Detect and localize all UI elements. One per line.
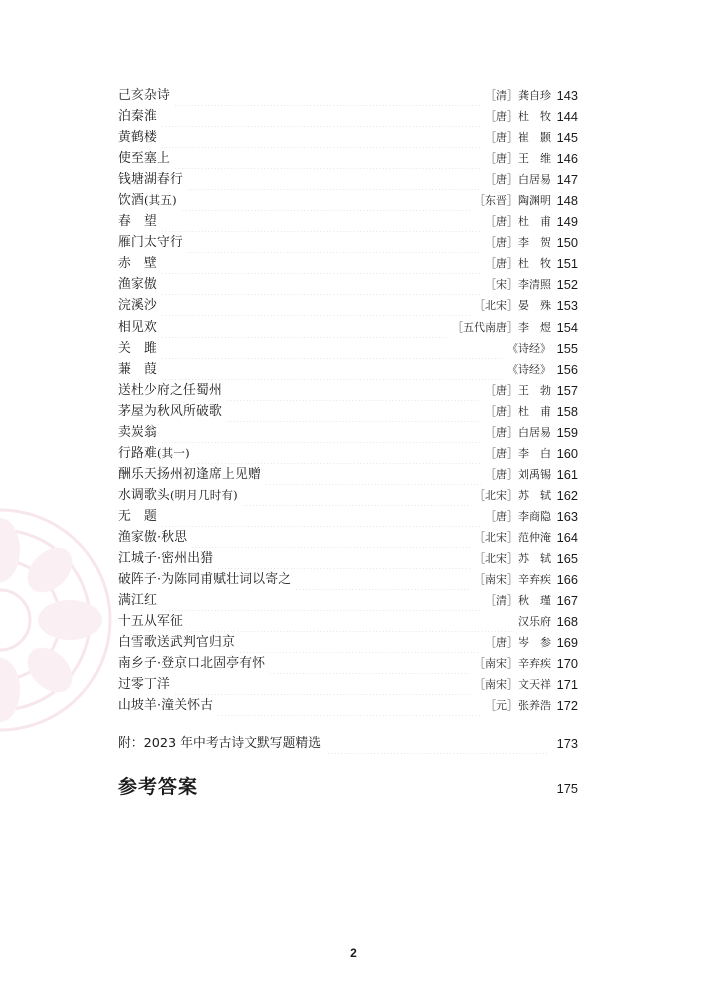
appendix-title: 附：2023 年中考古诗文默写题精选 — [118, 736, 321, 751]
toc-page: 168 — [556, 614, 578, 630]
toc-page: 172 — [556, 698, 578, 714]
toc-author: 汉乐府 — [518, 615, 551, 629]
toc-author: ［东晋］陶渊明 — [474, 194, 551, 208]
toc-entry[interactable] — [118, 422, 578, 443]
toc-page: 153 — [556, 298, 578, 314]
dot-leader — [161, 106, 481, 127]
toc-entry[interactable] — [118, 548, 578, 569]
toc-title-note: (明月几时有) — [170, 487, 238, 502]
toc-entry[interactable] — [118, 674, 578, 695]
toc-title: 送杜少府之任蜀州 — [118, 382, 222, 398]
toc-title: 卖炭翁 — [118, 424, 157, 440]
toc-page: 149 — [556, 214, 578, 230]
toc-title-note: (其一) — [157, 445, 190, 460]
toc-title: 关 雎 — [118, 340, 157, 356]
toc-title: 行路难(其一) — [118, 445, 190, 461]
toc-author: 《诗经》 — [507, 341, 551, 355]
dot-leader — [161, 359, 503, 380]
toc-author: ［南宋］文天祥 — [474, 678, 551, 692]
toc-title: 茅屋为秋风所破歌 — [118, 403, 222, 419]
toc-author: ［北宋］苏 轼 — [474, 488, 551, 502]
toc-author: ［唐］王 维 — [485, 152, 551, 166]
toc-entry[interactable] — [118, 127, 578, 148]
dot-leader — [174, 674, 470, 695]
toc-author: ［北宋］范仲淹 — [474, 530, 551, 544]
toc-author: ［五代南唐］李 煜 — [452, 320, 551, 334]
toc-author: ［北宋］苏 轼 — [474, 552, 551, 566]
toc-page: 159 — [556, 424, 578, 440]
appendix-page: 173 — [556, 736, 578, 751]
toc-page: 148 — [556, 193, 578, 209]
dot-leader — [161, 211, 481, 232]
floral-watermark — [0, 470, 120, 770]
toc-page: 143 — [556, 88, 578, 103]
toc-author: ［元］张养浩 — [485, 699, 551, 713]
toc-author: ［南宋］辛弃疾 — [474, 573, 551, 587]
dot-leader — [226, 380, 481, 401]
toc-title: 渔家傲 — [118, 277, 157, 293]
toc-entry[interactable] — [118, 148, 578, 169]
toc-page: 147 — [556, 172, 578, 188]
answers-entry[interactable] — [118, 774, 578, 800]
toc-author: ［唐］杜 牧 — [485, 257, 551, 271]
toc-author: ［清］秋 瑾 — [485, 594, 551, 608]
toc-entry[interactable] — [118, 632, 578, 653]
toc-page: 164 — [556, 529, 578, 545]
toc-page: 170 — [556, 656, 578, 672]
dot-leader — [239, 632, 481, 653]
toc-title: 赤 壁 — [118, 256, 157, 272]
toc-entry[interactable] — [118, 401, 578, 422]
toc-author: ［唐］刘禹锡 — [485, 467, 551, 481]
toc-entry[interactable] — [118, 317, 578, 338]
toc-title: 浣溪沙 — [118, 298, 157, 314]
toc-entry[interactable] — [118, 85, 578, 106]
dot-leader — [181, 190, 470, 211]
toc-title: 山坡羊·潼关怀古 — [118, 698, 214, 714]
dot-leader — [187, 611, 514, 632]
toc-entry[interactable] — [118, 190, 578, 211]
answers-title: 参考答案 — [118, 776, 199, 798]
answers-page: 175 — [556, 781, 578, 796]
toc-title: 无 题 — [118, 508, 157, 524]
toc-entry[interactable] — [118, 338, 578, 359]
toc-title: 饮酒(其五) — [118, 193, 177, 209]
toc-author: ［唐］王 勃 — [485, 383, 551, 397]
toc-entry[interactable] — [118, 443, 578, 464]
toc-author: ［清］龚自珍 — [485, 89, 551, 102]
toc-title: 雁门太守行 — [118, 235, 183, 251]
toc-page: 151 — [556, 256, 578, 272]
toc-page: 146 — [556, 151, 578, 167]
toc-title: 使至塞上 — [118, 151, 170, 167]
toc-page: 157 — [556, 382, 578, 398]
dot-leader — [269, 653, 470, 674]
dot-leader — [161, 590, 481, 611]
toc-page: 166 — [556, 572, 578, 588]
toc-entry[interactable] — [118, 274, 578, 295]
toc-entry[interactable] — [118, 211, 578, 232]
toc-entry[interactable] — [118, 169, 578, 190]
toc-author: ［唐］白居易 — [485, 425, 551, 439]
toc-page: 162 — [556, 487, 578, 503]
toc-page: 163 — [556, 508, 578, 524]
dot-leader — [161, 274, 481, 295]
toc-author: ［北宋］晏 殊 — [474, 299, 551, 313]
dot-leader — [295, 569, 470, 590]
toc-title: 过零丁洋 — [118, 677, 170, 693]
toc-title: 江城子·密州出猎 — [118, 551, 214, 567]
toc-title: 泊秦淮 — [118, 109, 157, 125]
toc-title: 满江红 — [118, 593, 157, 609]
toc-title: 十五从军征 — [118, 614, 183, 630]
dot-leader — [161, 422, 481, 443]
toc-entry[interactable] — [118, 653, 578, 674]
dot-leader — [191, 527, 470, 548]
toc-author: ［唐］李 白 — [485, 446, 551, 460]
toc-page: 161 — [556, 466, 578, 482]
toc-entry[interactable] — [118, 464, 578, 485]
toc-author: ［南宋］辛弃疾 — [474, 657, 551, 671]
toc-author: ［唐］杜 牧 — [485, 110, 551, 124]
toc-title: 白雪歌送武判官归京 — [118, 635, 235, 651]
toc-entry[interactable] — [118, 611, 578, 632]
dot-leader — [200, 778, 552, 800]
toc-entry[interactable] — [118, 506, 578, 527]
toc-author: ［唐］李 贺 — [485, 236, 551, 250]
toc-title: 相见欢 — [118, 319, 157, 335]
toc-page: 145 — [556, 130, 578, 146]
dot-leader — [242, 485, 470, 506]
toc-title: 黄鹤楼 — [118, 130, 157, 146]
toc-page: 155 — [556, 340, 578, 356]
toc-entry[interactable] — [118, 106, 578, 127]
toc-page: 152 — [556, 277, 578, 293]
toc-entry[interactable] — [118, 253, 578, 274]
toc-page: 154 — [556, 319, 578, 335]
toc-title: 己亥杂诗 — [118, 88, 170, 103]
toc-page: 165 — [556, 551, 578, 567]
toc-title: 春 望 — [118, 214, 157, 230]
toc-entry[interactable] — [118, 590, 578, 611]
toc-title: 南乡子·登京口北固亭有怀 — [118, 656, 266, 672]
dot-leader — [174, 85, 481, 106]
toc-entry[interactable] — [118, 295, 578, 316]
toc-title: 酬乐天扬州初逢席上见赠 — [118, 466, 261, 482]
toc-page: 169 — [556, 635, 578, 651]
dot-leader — [174, 148, 481, 169]
dot-leader — [161, 253, 481, 274]
toc-author: 《诗经》 — [507, 362, 551, 376]
toc-page: 150 — [556, 235, 578, 251]
toc-title: 水调歌头(明月几时有) — [118, 487, 238, 503]
dot-leader — [217, 695, 481, 716]
dot-leader — [187, 232, 481, 253]
toc-author: ［唐］杜 甫 — [485, 215, 551, 229]
appendix-entry[interactable] — [118, 733, 578, 754]
page-number: 2 — [350, 946, 357, 960]
dot-leader — [161, 338, 503, 359]
toc-author: ［唐］杜 甫 — [485, 404, 551, 418]
toc-entry[interactable] — [118, 380, 578, 401]
toc-author: ［唐］白居易 — [485, 173, 551, 187]
toc-title-note: (其五) — [144, 193, 177, 208]
dot-leader — [226, 401, 481, 422]
dot-leader — [161, 295, 470, 316]
toc-entry[interactable] — [118, 695, 578, 716]
dot-leader — [327, 733, 548, 754]
toc-page: 160 — [556, 445, 578, 461]
toc-page: 167 — [556, 593, 578, 609]
toc-author: ［唐］岑 参 — [485, 636, 551, 650]
toc-title: 蒹 葭 — [118, 361, 157, 377]
toc-page: 158 — [556, 403, 578, 419]
toc-entry[interactable] — [118, 485, 578, 506]
dot-leader — [217, 548, 470, 569]
toc-entry[interactable] — [118, 232, 578, 253]
toc-entry[interactable] — [118, 569, 578, 590]
toc-author: ［唐］李商隐 — [485, 509, 551, 523]
toc-title: 钱塘湖春行 — [118, 172, 183, 188]
dot-leader — [187, 169, 481, 190]
toc-page: 156 — [556, 361, 578, 377]
toc-page: 171 — [556, 677, 578, 693]
toc-author: ［宋］李清照 — [485, 278, 551, 292]
dot-leader — [161, 506, 481, 527]
dot-leader — [265, 464, 481, 485]
toc-entry[interactable] — [118, 527, 578, 548]
dot-leader — [194, 443, 481, 464]
dot-leader — [161, 317, 448, 338]
toc-title: 渔家傲·秋思 — [118, 529, 188, 545]
table-of-contents — [118, 85, 578, 716]
toc-title: 破阵子·为陈同甫赋壮词以寄之 — [118, 572, 292, 588]
dot-leader — [161, 127, 481, 148]
toc-entry[interactable] — [118, 359, 578, 380]
toc-author: ［唐］崔 颢 — [485, 131, 551, 145]
toc-page: 144 — [556, 109, 578, 125]
